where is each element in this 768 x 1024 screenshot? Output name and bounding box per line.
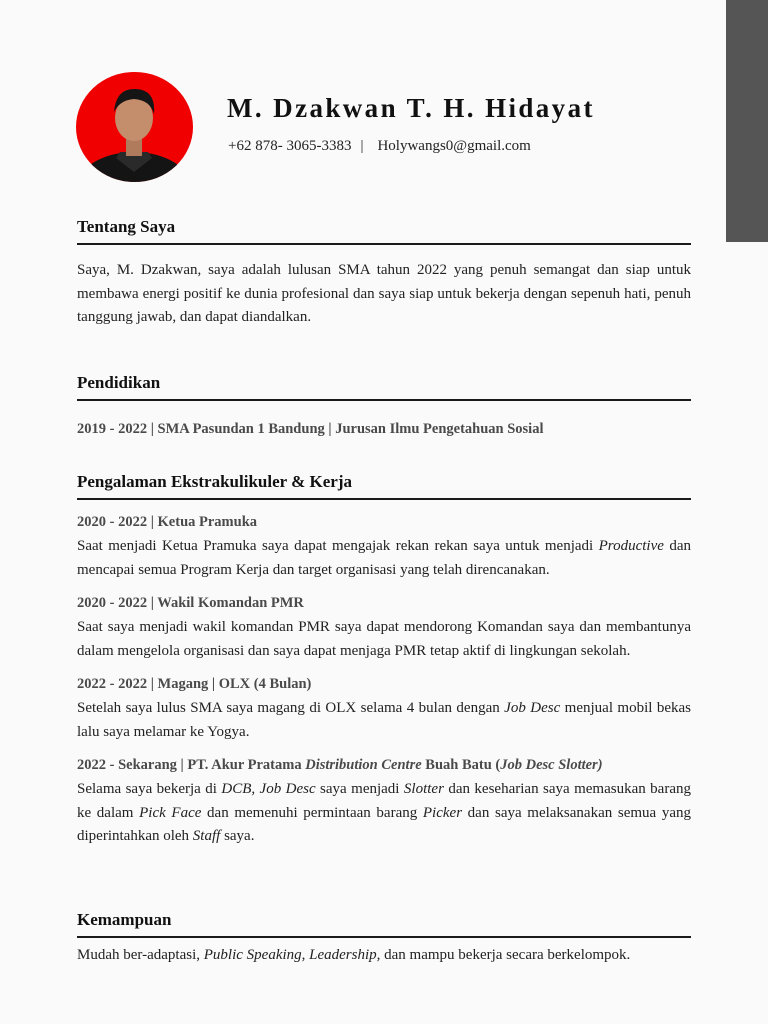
experience-entry-heading: 2020 - 2022 | Wakil Komandan PMR <box>77 595 304 611</box>
experience-entry-heading: 2020 - 2022 | Ketua Pramuka <box>77 514 258 530</box>
education-entry: 2019 - 2022 | SMA Pasundan 1 Bandung | Jurusan Ilmu Pengetahuan Sosial <box>77 421 544 437</box>
experience-entry <box>77 757 691 849</box>
experience-entry-heading: 2022 - 2022 | Magang | OLX (4 Bulan) <box>77 676 312 692</box>
experience-entry <box>77 595 691 663</box>
contact-separator: | <box>360 138 364 154</box>
person-name: M. Dzakwan T. H. Hidayat <box>227 93 595 123</box>
experience-entry-body: Setelah saya lulus SMA saya magang di OLX selama 4 bulan dengan Job Desc menjual mobil bekas lalu saya melamar ke Yogya. <box>77 700 691 740</box>
experience-entry <box>77 676 691 744</box>
skills-section <box>77 910 691 968</box>
skills-heading: Kemampuan <box>77 910 691 938</box>
education-section <box>77 373 691 438</box>
experience-entry-heading: 2022 - Sekarang | PT. Akur Pratama Distribution Centre Buah Batu (Job Desc Slotter) <box>77 757 603 773</box>
experience-entry-body: Saat menjadi Ketua Pramuka saya dapat mengajak rekan rekan saya untuk menjadi Productive dan mencapai semua Program Kerja dan target organisasi yang telah direncanakan. <box>77 538 691 578</box>
experience-section <box>77 472 691 849</box>
skills-text: Mudah ber-adaptasi, Public Speaking, Leadership, dan mampu bekerja secara berkelompok. <box>77 947 631 963</box>
profile-photo <box>76 72 193 182</box>
contact-line <box>228 138 531 155</box>
scrollbar-thumb[interactable] <box>726 0 768 242</box>
about-heading: Tentang Saya <box>77 217 691 245</box>
experience-entry-body: Saat saya menjadi wakil komandan PMR saya dapat mendorong Komandan saya dan membantunya dalam mengelola organisasi dan saya dapat menjaga PMR tetap aktif di lingkungan sekolah. <box>77 619 691 659</box>
education-heading: Pendidikan <box>77 373 691 401</box>
about-section <box>77 217 691 330</box>
experience-heading: Pengalaman Ekstrakulikuler & Kerja <box>77 472 691 500</box>
email-address[interactable]: Holywangs0@gmail.com <box>377 138 531 154</box>
about-text: Saya, M. Dzakwan, saya adalah lulusan SMA tahun 2022 yang penuh semangat dan siap untuk membawa energi positif ke dunia profesional dan saya siap untuk bekerja dengan sepenuh hati, penuh tanggung jawab, dan dapat diandalkan. <box>77 262 691 325</box>
phone-number: +62 878- 3065-3383 <box>228 138 352 154</box>
experience-entry <box>77 514 691 582</box>
experience-entry-body: Selama saya bekerja di DCB, Job Desc saya menjadi Slotter dan keseharian saya memasukan barang ke dalam Pick Face dan memenuhi permintaan barang Picker dan saya melaksanakan semua yang diperintahkan oleh Staff saya. <box>77 781 692 844</box>
